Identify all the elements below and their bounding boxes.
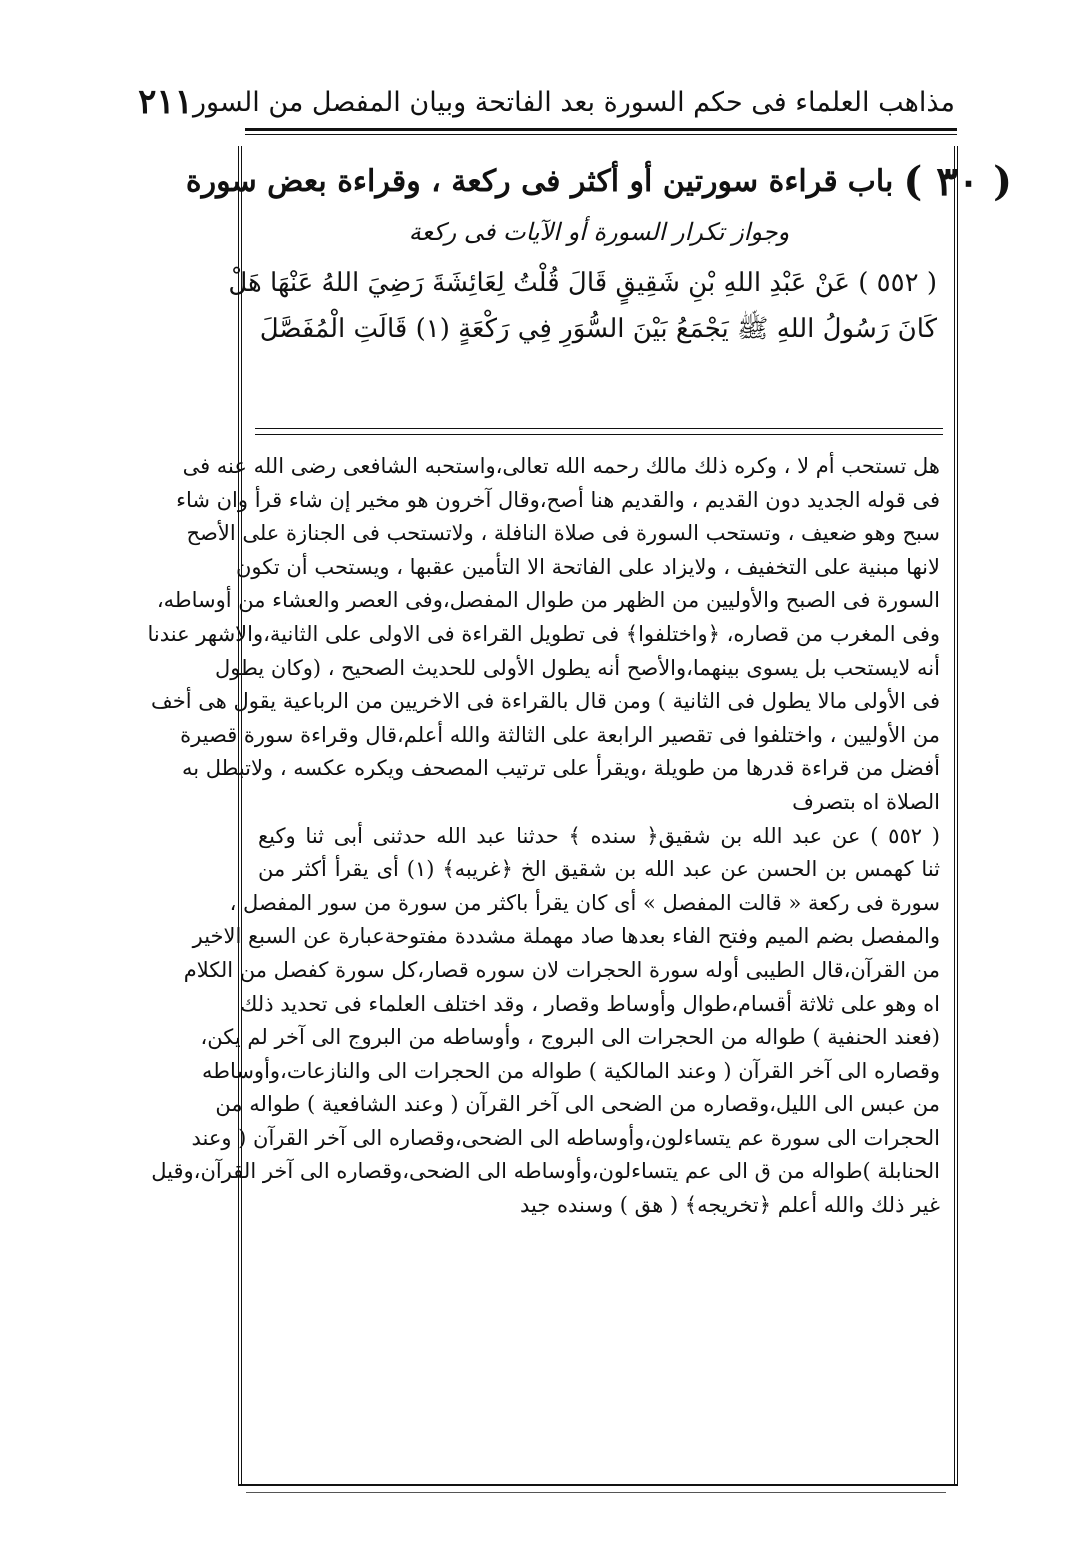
page-number: ٢١١: [138, 82, 193, 122]
commentary-line: سورة فى ركعة « قالت المفصل » أى كان يقرأ باكثر من سورة من سور المفصل ،: [229, 890, 940, 915]
commentary-line: أنه لايستحب بل يسوى بينهما،والأصح أنه يطول الأولى للحديث الصحيح ، (وكان يطول: [215, 655, 940, 680]
commentary-line: من عبس الى الليل،وقصاره من الضحى الى آخر القرآن ( وعند الشافعية ) طواله من: [215, 1092, 940, 1117]
section-divider: [255, 428, 943, 435]
commentary-line: من الأوليين ، واختلفوا فى تقصير الرابعة على الثالثة والله أعلم،قال وقراءة سورة قصيرة: [180, 722, 940, 747]
commentary-line: هل تستحب أم لا ، وكره ذلك مالك رحمه الله تعالى،واستحبه الشافعى رضى الله عنه فى: [182, 454, 940, 478]
commentary-line: من القرآن،قال الطيبى أوله سورة الحجرات لان سوره قصار،كل سورة كفصل من الكلام: [183, 957, 940, 982]
chapter-heading: [185, 158, 1013, 205]
commentary: [147, 450, 940, 1223]
chapter-title: قراءة سورتين أو أكثر فى ركعة ، وقراءة بعض سورة: [185, 164, 838, 199]
commentary-line: سبح وهو ضعيف ، وتستحب السورة فى صلاة النافلة ، ولاتستحب فى الجنازة على الأصح: [186, 521, 940, 546]
commentary-line: غير ذلك والله أعلم ﴿تخريجه﴾ ( هق ) وسنده جيد: [520, 1193, 940, 1218]
hadith-block: [185, 158, 1013, 352]
commentary-line: اه وهو على ثلاثة أقسام،طوال وأوساط وقصار ، وقد اختلف العلماء فى تحديد ذلك: [240, 991, 940, 1016]
commentary-line: الصلاة اه بتصرف: [792, 789, 940, 814]
running-title: مذاهب العلماء فى حكم السورة بعد الفاتحة وبيان المفصل من السور: [192, 86, 955, 118]
commentary-line: وقصاره الى آخر القرآن ( وعند المالكية ) طواله من الحجرات الى والنازعات،وأوساطه: [201, 1058, 940, 1083]
frame-bottom-rule-thin: [246, 1492, 946, 1493]
commentary-line: فى قوله الجديد دون القديم ، والقديم هنا أصح،وقال آخرون هو مخير إن شاء قرأ وان شاء: [176, 487, 940, 512]
hadith-line: ( ٥٥٢ ) عَنْ عَبْدِ اللهِ بْنِ شَقِيقٍ قَالَ قُلْتُ لِعَائِشَةَ رَضِيَ اللهُ عَنْهَا هَلْ: [228, 268, 937, 298]
header-rule: [245, 128, 957, 131]
commentary-line: السورة فى الصبح والأوليين من الظهر من طوال المفصل،وفى العصر والعشاء من أوساطه،: [156, 588, 940, 613]
frame-bottom-rule: [238, 1484, 958, 1486]
running-header: [138, 78, 955, 126]
commentary-line: الحنابلة )طواله من ق الى عم يتساءلون،وأوساطه الى الضحى،وقصاره الى آخر القرآن،وقيل: [151, 1159, 940, 1184]
chapter-subtitle: وجواز تكرار السورة أو الآيات فى ركعة: [408, 218, 790, 246]
commentary-line: ( ٥٥٢ ) عن عبد الله بن شقيق﴿ سنده ﴾ حدثنا عبد الله حدثنى أبى ثنا وكيع: [258, 823, 940, 848]
commentary-line: فى الأولى مالا يطول فى الثانية ) ومن قال بالقراءة فى الاخريين من الرباعية يقول هى أخف: [151, 689, 940, 714]
commentary-line: وفى المغرب من قصاره، ﴿واختلفوا﴾ فى تطويل القراءة فى الاولى على الثانية،والاشهر عندنا: [147, 621, 940, 646]
commentary-line: لانها مبنية على التخفيف ، ولايزاد على الفاتحة الا التأمين عقبها ، ويستحب أن تكون: [236, 554, 940, 579]
chapter-word: باب: [847, 164, 894, 199]
commentary-line: والمفصل بضم الميم وفتح الفاء بعدها صاد مهملة مشددة مفتوحةعبارة عن السبع الاخير: [192, 924, 940, 949]
commentary-line: الحجرات الى سورة عم يتساءلون،وأوساطه الى الضحى،وقصاره الى آخر القرآن ( وعند: [191, 1125, 940, 1150]
hadith-text: [228, 260, 943, 352]
commentary-line: (فعند الحنفية ) طواله من الحجرات الى البروج ، وأوساطه من البروج الى آخر لم يكن،: [200, 1025, 940, 1050]
hadith-line: كَانَ رَسُولُ اللهِ ﷺ يَجْمَعُ بَيْنَ السُّوَرِ فِي رَكْعَةٍ (١) قَالَتِ الْمُفَصَّلَ: [259, 314, 937, 344]
commentary-line: ثنا كهمس بن الحسن عن عبد الله بن شقيق الخ ﴿غريبه﴾ (١) أى يقرأ أكثر من: [258, 857, 940, 882]
commentary-line: أفضل من قراءة قدرها من طويلة ،ويقرأ على ترتيب المصحف ويكره عكسه ، ولاتبطل به: [181, 756, 940, 781]
chapter-number: ( ٣٠ ): [903, 158, 1013, 205]
header-rule-thin: [245, 134, 957, 135]
